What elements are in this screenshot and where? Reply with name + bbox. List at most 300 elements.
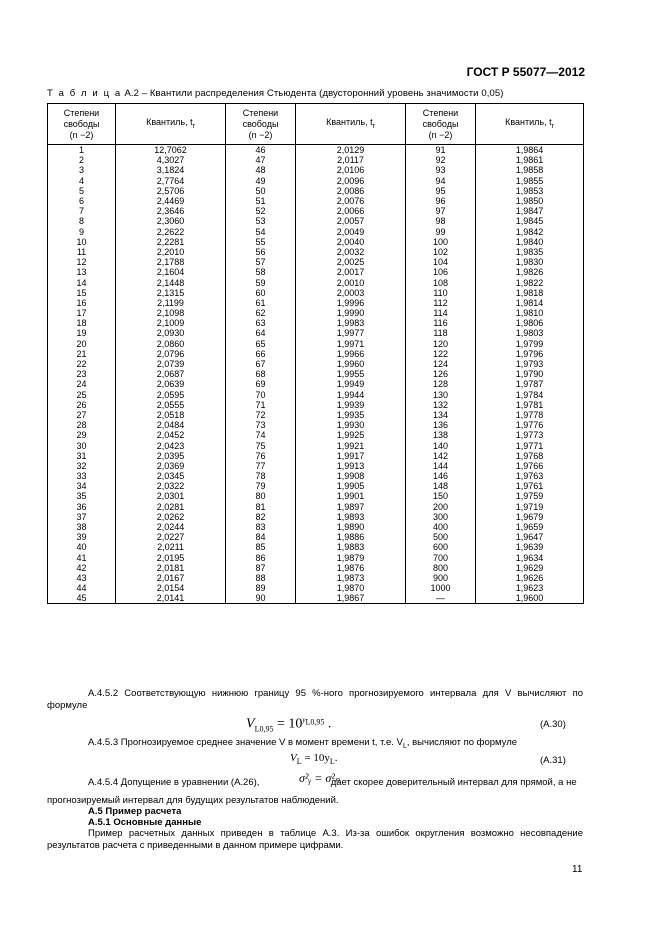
table-cell: 62 <box>226 308 296 318</box>
table-cell: 2,0244 <box>116 522 226 532</box>
table-row <box>48 430 584 440</box>
table-cell: 57 <box>226 257 296 267</box>
table-cell: 106 <box>406 267 476 277</box>
table-cell: — <box>406 593 476 604</box>
table-cell: 4,3027 <box>116 155 226 165</box>
table-row <box>48 318 584 328</box>
table-cell: 2,0066 <box>296 206 406 216</box>
table-cell: 1,9921 <box>296 440 406 450</box>
table-cell: 2,0049 <box>296 227 406 237</box>
table-cell: 55 <box>226 237 296 247</box>
table-cell: 200 <box>406 502 476 512</box>
table-cell: 124 <box>406 359 476 369</box>
table-cell: 26 <box>48 400 116 410</box>
table-cell: 1,9873 <box>296 573 406 583</box>
table-cell: 1,9639 <box>476 542 584 552</box>
table-cell: 35 <box>48 491 116 501</box>
table-cell: 1,9776 <box>476 420 584 430</box>
table-cell: 148 <box>406 481 476 491</box>
table-cell: 1,9647 <box>476 532 584 542</box>
table-cell: 3,1824 <box>116 165 226 175</box>
table-cell: 1,9768 <box>476 451 584 461</box>
table-cell: 81 <box>226 502 296 512</box>
table-cell: 25 <box>48 390 116 400</box>
paragraph-a452: А.4.5.2 Соответствующую нижнюю границу 95 %-ного прогнозируемого интервала для V вычисляют по формуле <box>47 688 583 711</box>
table-cell: 1,9771 <box>476 440 584 450</box>
table-cell: 1,9826 <box>476 267 584 277</box>
table-cell: 1,9796 <box>476 349 584 359</box>
table-cell: 1,9790 <box>476 369 584 379</box>
paragraph-a454-continued: прогнозируемый интервал для будущих результатов наблюдений. <box>47 795 339 806</box>
table-cell: 1,9886 <box>296 532 406 542</box>
header-df-3: Степени свободы (n −2) <box>406 104 476 145</box>
standard-code: ГОСТ Р 55077—2012 <box>466 65 585 79</box>
table-cell: 22 <box>48 359 116 369</box>
header-df-1: Степени свободы (n −2) <box>48 104 116 145</box>
table-cell: 90 <box>226 593 296 604</box>
table-cell: 2,0003 <box>296 288 406 298</box>
table-cell: 1,9626 <box>476 573 584 583</box>
table-cell: 800 <box>406 563 476 573</box>
equation-number-a31: (A.31) <box>540 755 566 766</box>
table-cell: 54 <box>226 227 296 237</box>
table-cell: 1,9925 <box>296 430 406 440</box>
table-cell: 73 <box>226 420 296 430</box>
table-cell: 1,9814 <box>476 298 584 308</box>
table-cell: 1,9890 <box>296 522 406 532</box>
table-cell: 75 <box>226 440 296 450</box>
table-cell: 28 <box>48 420 116 430</box>
table-row <box>48 400 584 410</box>
table-cell: 400 <box>406 522 476 532</box>
table-cell: 2,0141 <box>116 593 226 604</box>
header-df-2: Степени свободы (n −2) <box>226 104 296 145</box>
table-cell: 1,9939 <box>296 400 406 410</box>
table-cell: 126 <box>406 369 476 379</box>
table-cell: 1,9935 <box>296 410 406 420</box>
table-cell: 1,9600 <box>476 593 584 604</box>
table-cell: 1,9867 <box>296 593 406 604</box>
paragraph-a454: А.4.5.4 Допущение в уравнении (А.26), дает скорее доверительный интервал для прямой, а не <box>88 777 577 788</box>
table-cell: 1,9949 <box>296 379 406 389</box>
table-cell: 2,5706 <box>116 186 226 196</box>
table-cell: 146 <box>406 471 476 481</box>
table-cell: 132 <box>406 400 476 410</box>
table-cell: 1,9864 <box>476 145 584 156</box>
table-cell: 2,1788 <box>116 257 226 267</box>
table-cell: 85 <box>226 542 296 552</box>
table-cell: 1,9659 <box>476 522 584 532</box>
table-cell: 42 <box>48 563 116 573</box>
table-cell: 9 <box>48 227 116 237</box>
table-cell: 2,0096 <box>296 176 406 186</box>
table-cell: 2,0281 <box>116 502 226 512</box>
heading-a5: А.5 Пример расчета <box>88 806 182 817</box>
table-cell: 1,9858 <box>476 165 584 175</box>
table-cell: 104 <box>406 257 476 267</box>
table-cell: 2,0025 <box>296 257 406 267</box>
table-cell: 52 <box>226 206 296 216</box>
table-cell: 83 <box>226 522 296 532</box>
table-cell: 122 <box>406 349 476 359</box>
table-cell: 3 <box>48 165 116 175</box>
table-cell: 1,9803 <box>476 328 584 338</box>
table-cell: 1,9917 <box>296 451 406 461</box>
table-row <box>48 145 584 156</box>
table-cell: 2,0395 <box>116 451 226 461</box>
table-cell: 47 <box>226 155 296 165</box>
table-cell: 38 <box>48 522 116 532</box>
table-cell: 1,9870 <box>296 583 406 593</box>
table-cell: 1,9822 <box>476 277 584 287</box>
table-cell: 1,9623 <box>476 583 584 593</box>
table-cell: 2,2281 <box>116 237 226 247</box>
table-cell: 1,9763 <box>476 471 584 481</box>
table-cell: 5 <box>48 186 116 196</box>
table-row <box>48 583 584 593</box>
table-cell: 108 <box>406 277 476 287</box>
header-quantile-1: Квантиль, $t_r$ <box>116 104 226 145</box>
table-row <box>48 176 584 186</box>
table-cell: 2,0860 <box>116 339 226 349</box>
table-row <box>48 420 584 430</box>
table-cell: 1,9787 <box>476 379 584 389</box>
table-cell: 2,1009 <box>116 318 226 328</box>
table-row <box>48 573 584 583</box>
table-cell: 1 <box>48 145 116 156</box>
table-cell: 2,0211 <box>116 542 226 552</box>
table-cell: 20 <box>48 339 116 349</box>
table-cell: 1,9855 <box>476 176 584 186</box>
table-cell: 1,9861 <box>476 155 584 165</box>
table-cell: 50 <box>226 186 296 196</box>
table-row <box>48 502 584 512</box>
table-cell: 1,9905 <box>296 481 406 491</box>
table-cell: 1,9977 <box>296 328 406 338</box>
table-cell: 140 <box>406 440 476 450</box>
table-cell: 114 <box>406 308 476 318</box>
table-cell: 2,0555 <box>116 400 226 410</box>
table-cell: 34 <box>48 481 116 491</box>
table-cell: 65 <box>226 339 296 349</box>
table-cell: 138 <box>406 430 476 440</box>
table-cell: 44 <box>48 583 116 593</box>
table-cell: 17 <box>48 308 116 318</box>
table-cell: 97 <box>406 206 476 216</box>
table-cell: 2,0639 <box>116 379 226 389</box>
header-quantile-2: Квантиль, $t_r$ <box>296 104 406 145</box>
caption-prefix: Т а б л и ц а <box>47 88 122 99</box>
table-cell: 91 <box>406 145 476 156</box>
formula-a31: $V_L = 10y_L$. <box>290 752 338 767</box>
table-cell: 61 <box>226 298 296 308</box>
table-cell: 1,9990 <box>296 308 406 318</box>
table-cell: 1,9761 <box>476 481 584 491</box>
table-cell: 29 <box>48 430 116 440</box>
table-cell: 1,9799 <box>476 339 584 349</box>
table-cell: 144 <box>406 461 476 471</box>
table-header-row <box>48 104 584 145</box>
table-cell: 2,0262 <box>116 512 226 522</box>
table-row <box>48 308 584 318</box>
table-cell: 1,9719 <box>476 502 584 512</box>
table-cell: 1000 <box>406 583 476 593</box>
table-cell: 2,0106 <box>296 165 406 175</box>
table-cell: 1,9908 <box>296 471 406 481</box>
table-cell: 1,9930 <box>296 420 406 430</box>
table-cell: 93 <box>406 165 476 175</box>
table-cell: 92 <box>406 155 476 165</box>
table-cell: 87 <box>226 563 296 573</box>
table-cell: 136 <box>406 420 476 430</box>
table-row <box>48 165 584 175</box>
page-number: 11 <box>572 864 583 875</box>
table-cell: 27 <box>48 410 116 420</box>
table-cell: 99 <box>406 227 476 237</box>
table-cell: 1,9845 <box>476 216 584 226</box>
table-cell: 13 <box>48 267 116 277</box>
table-cell: 1,9842 <box>476 227 584 237</box>
table-cell: 110 <box>406 288 476 298</box>
table-cell: 2,2622 <box>116 227 226 237</box>
table-cell: 1,9996 <box>296 298 406 308</box>
table-cell: 2,1315 <box>116 288 226 298</box>
table-cell: 2,1604 <box>116 267 226 277</box>
table-cell: 32 <box>48 461 116 471</box>
table-cell: 1,9778 <box>476 410 584 420</box>
table-cell: 1,9850 <box>476 196 584 206</box>
sigma-equality-formula: σ²ᵧ = σ²ₙ <box>299 771 340 785</box>
table-cell: 12 <box>48 257 116 267</box>
table-cell: 900 <box>406 573 476 583</box>
table-cell: 23 <box>48 369 116 379</box>
table-cell: 2,4469 <box>116 196 226 206</box>
table-row <box>48 277 584 287</box>
table-cell: 21 <box>48 349 116 359</box>
table-cell: 2,2010 <box>116 247 226 257</box>
table-cell: 1,9944 <box>296 390 406 400</box>
table-cell: 24 <box>48 379 116 389</box>
table-cell: 2,0181 <box>116 563 226 573</box>
table-cell: 2,0484 <box>116 420 226 430</box>
table-cell: 98 <box>406 216 476 226</box>
table-row <box>48 491 584 501</box>
table-row <box>48 227 584 237</box>
table-cell: 64 <box>226 328 296 338</box>
table-cell: 79 <box>226 481 296 491</box>
paragraph-a453: А.4.5.3 Прогнозируемое среднее значение V в момент времени t, т.е. $V_L$, вычисляют по формуле <box>88 737 518 750</box>
table-cell: 60 <box>226 288 296 298</box>
table-row <box>48 451 584 461</box>
table-cell: 2,0518 <box>116 410 226 420</box>
table-row <box>48 216 584 226</box>
table-row <box>48 155 584 165</box>
caption-text: А.2 – Квантили распределения Стьюдента (двусторонний уровень значимости 0,05) <box>124 88 504 99</box>
table-cell: 142 <box>406 451 476 461</box>
table-cell: 39 <box>48 532 116 542</box>
table-row <box>48 349 584 359</box>
table-cell: 2,1199 <box>116 298 226 308</box>
table-cell: 1,9806 <box>476 318 584 328</box>
table-cell: 43 <box>48 573 116 583</box>
table-cell: 15 <box>48 288 116 298</box>
table-row <box>48 339 584 349</box>
table-cell: 2,0167 <box>116 573 226 583</box>
table-cell: 1,9679 <box>476 512 584 522</box>
table-cell: 1,9853 <box>476 186 584 196</box>
table-cell: 130 <box>406 390 476 400</box>
table-cell: 95 <box>406 186 476 196</box>
table-cell: 150 <box>406 491 476 501</box>
table-cell: 2,0739 <box>116 359 226 369</box>
header-quantile-3: Квантиль, $t_r$ <box>476 104 584 145</box>
table-cell: 1,9835 <box>476 247 584 257</box>
table-cell: 2,0076 <box>296 196 406 206</box>
table-cell: 70 <box>226 390 296 400</box>
table-cell: 2,7764 <box>116 176 226 186</box>
table-row <box>48 471 584 481</box>
table-cell: 500 <box>406 532 476 542</box>
table-row <box>48 593 584 604</box>
table-cell: 1,9784 <box>476 390 584 400</box>
table-cell: 2,0301 <box>116 491 226 501</box>
table-cell: 600 <box>406 542 476 552</box>
table-cell: 30 <box>48 440 116 450</box>
table-cell: 53 <box>226 216 296 226</box>
table-cell: 11 <box>48 247 116 257</box>
table-cell: 1,9913 <box>296 461 406 471</box>
table-cell: 7 <box>48 206 116 216</box>
table-row <box>48 288 584 298</box>
table-row <box>48 522 584 532</box>
table-cell: 2,0227 <box>116 532 226 542</box>
table-row <box>48 512 584 522</box>
table-cell: 18 <box>48 318 116 328</box>
table-cell: 2,0195 <box>116 553 226 563</box>
table-row <box>48 237 584 247</box>
table-cell: 2,0032 <box>296 247 406 257</box>
table-cell: 1,9629 <box>476 563 584 573</box>
table-cell: 2,0796 <box>116 349 226 359</box>
table-row <box>48 206 584 216</box>
table-cell: 8 <box>48 216 116 226</box>
table-cell: 118 <box>406 328 476 338</box>
table-cell: 1,9759 <box>476 491 584 501</box>
table-cell: 1,9971 <box>296 339 406 349</box>
table-row <box>48 196 584 206</box>
table-row <box>48 369 584 379</box>
table-cell: 51 <box>226 196 296 206</box>
table-cell: 1,9766 <box>476 461 584 471</box>
table-row <box>48 379 584 389</box>
table-cell: 2,0423 <box>116 440 226 450</box>
table-cell: 700 <box>406 553 476 563</box>
table-cell: 112 <box>406 298 476 308</box>
table-cell: 40 <box>48 542 116 552</box>
table-cell: 1,9830 <box>476 257 584 267</box>
table-cell: 89 <box>226 583 296 593</box>
table-cell: 48 <box>226 165 296 175</box>
heading-a51: А.5.1 Основные данные <box>88 817 202 828</box>
table-cell: 2,3646 <box>116 206 226 216</box>
table-cell: 1,9897 <box>296 502 406 512</box>
table-cell: 66 <box>226 349 296 359</box>
table-cell: 300 <box>406 512 476 522</box>
table-row <box>48 267 584 277</box>
table-cell: 63 <box>226 318 296 328</box>
table-row <box>48 298 584 308</box>
table-cell: 88 <box>226 573 296 583</box>
table-cell: 10 <box>48 237 116 247</box>
table-cell: 1,9966 <box>296 349 406 359</box>
table-cell: 14 <box>48 277 116 287</box>
table-cell: 1,9983 <box>296 318 406 328</box>
table-cell: 2,0129 <box>296 145 406 156</box>
table-cell: 80 <box>226 491 296 501</box>
table-cell: 2,0687 <box>116 369 226 379</box>
table-row <box>48 390 584 400</box>
table-cell: 86 <box>226 553 296 563</box>
table-cell: 1,9773 <box>476 430 584 440</box>
table-row <box>48 461 584 471</box>
table-cell: 82 <box>226 512 296 522</box>
table-cell: 2,0595 <box>116 390 226 400</box>
table-cell: 1,9879 <box>296 553 406 563</box>
table-cell: 2 <box>48 155 116 165</box>
table-cell: 72 <box>226 410 296 420</box>
table-cell: 2,0040 <box>296 237 406 247</box>
table-cell: 2,0452 <box>116 430 226 440</box>
table-row <box>48 563 584 573</box>
table-cell: 45 <box>48 593 116 604</box>
table-cell: 33 <box>48 471 116 481</box>
table-row <box>48 328 584 338</box>
table-cell: 36 <box>48 502 116 512</box>
student-quantile-table <box>47 103 584 604</box>
table-cell: 67 <box>226 359 296 369</box>
table-cell: 49 <box>226 176 296 186</box>
table-row <box>48 481 584 491</box>
table-cell: 1,9781 <box>476 400 584 410</box>
table-cell: 1,9840 <box>476 237 584 247</box>
table-cell: 1,9793 <box>476 359 584 369</box>
table-cell: 2,0086 <box>296 186 406 196</box>
equation-number-a30: (A.30) <box>540 719 566 730</box>
table-cell: 1,9960 <box>296 359 406 369</box>
table-cell: 1,9876 <box>296 563 406 573</box>
table-row <box>48 359 584 369</box>
table-cell: 116 <box>406 318 476 328</box>
table-row <box>48 247 584 257</box>
table-cell: 128 <box>406 379 476 389</box>
table-cell: 2,1098 <box>116 308 226 318</box>
table-cell: 2,0369 <box>116 461 226 471</box>
table-cell: 94 <box>406 176 476 186</box>
table-row <box>48 257 584 267</box>
table-cell: 2,0117 <box>296 155 406 165</box>
table-cell: 1,9955 <box>296 369 406 379</box>
table-body <box>48 145 584 604</box>
table-row <box>48 542 584 552</box>
table-cell: 120 <box>406 339 476 349</box>
table-cell: 41 <box>48 553 116 563</box>
table-row <box>48 440 584 450</box>
table-cell: 2,0017 <box>296 267 406 277</box>
table-row <box>48 410 584 420</box>
table-cell: 134 <box>406 410 476 420</box>
table-cell: 4 <box>48 176 116 186</box>
table-cell: 56 <box>226 247 296 257</box>
